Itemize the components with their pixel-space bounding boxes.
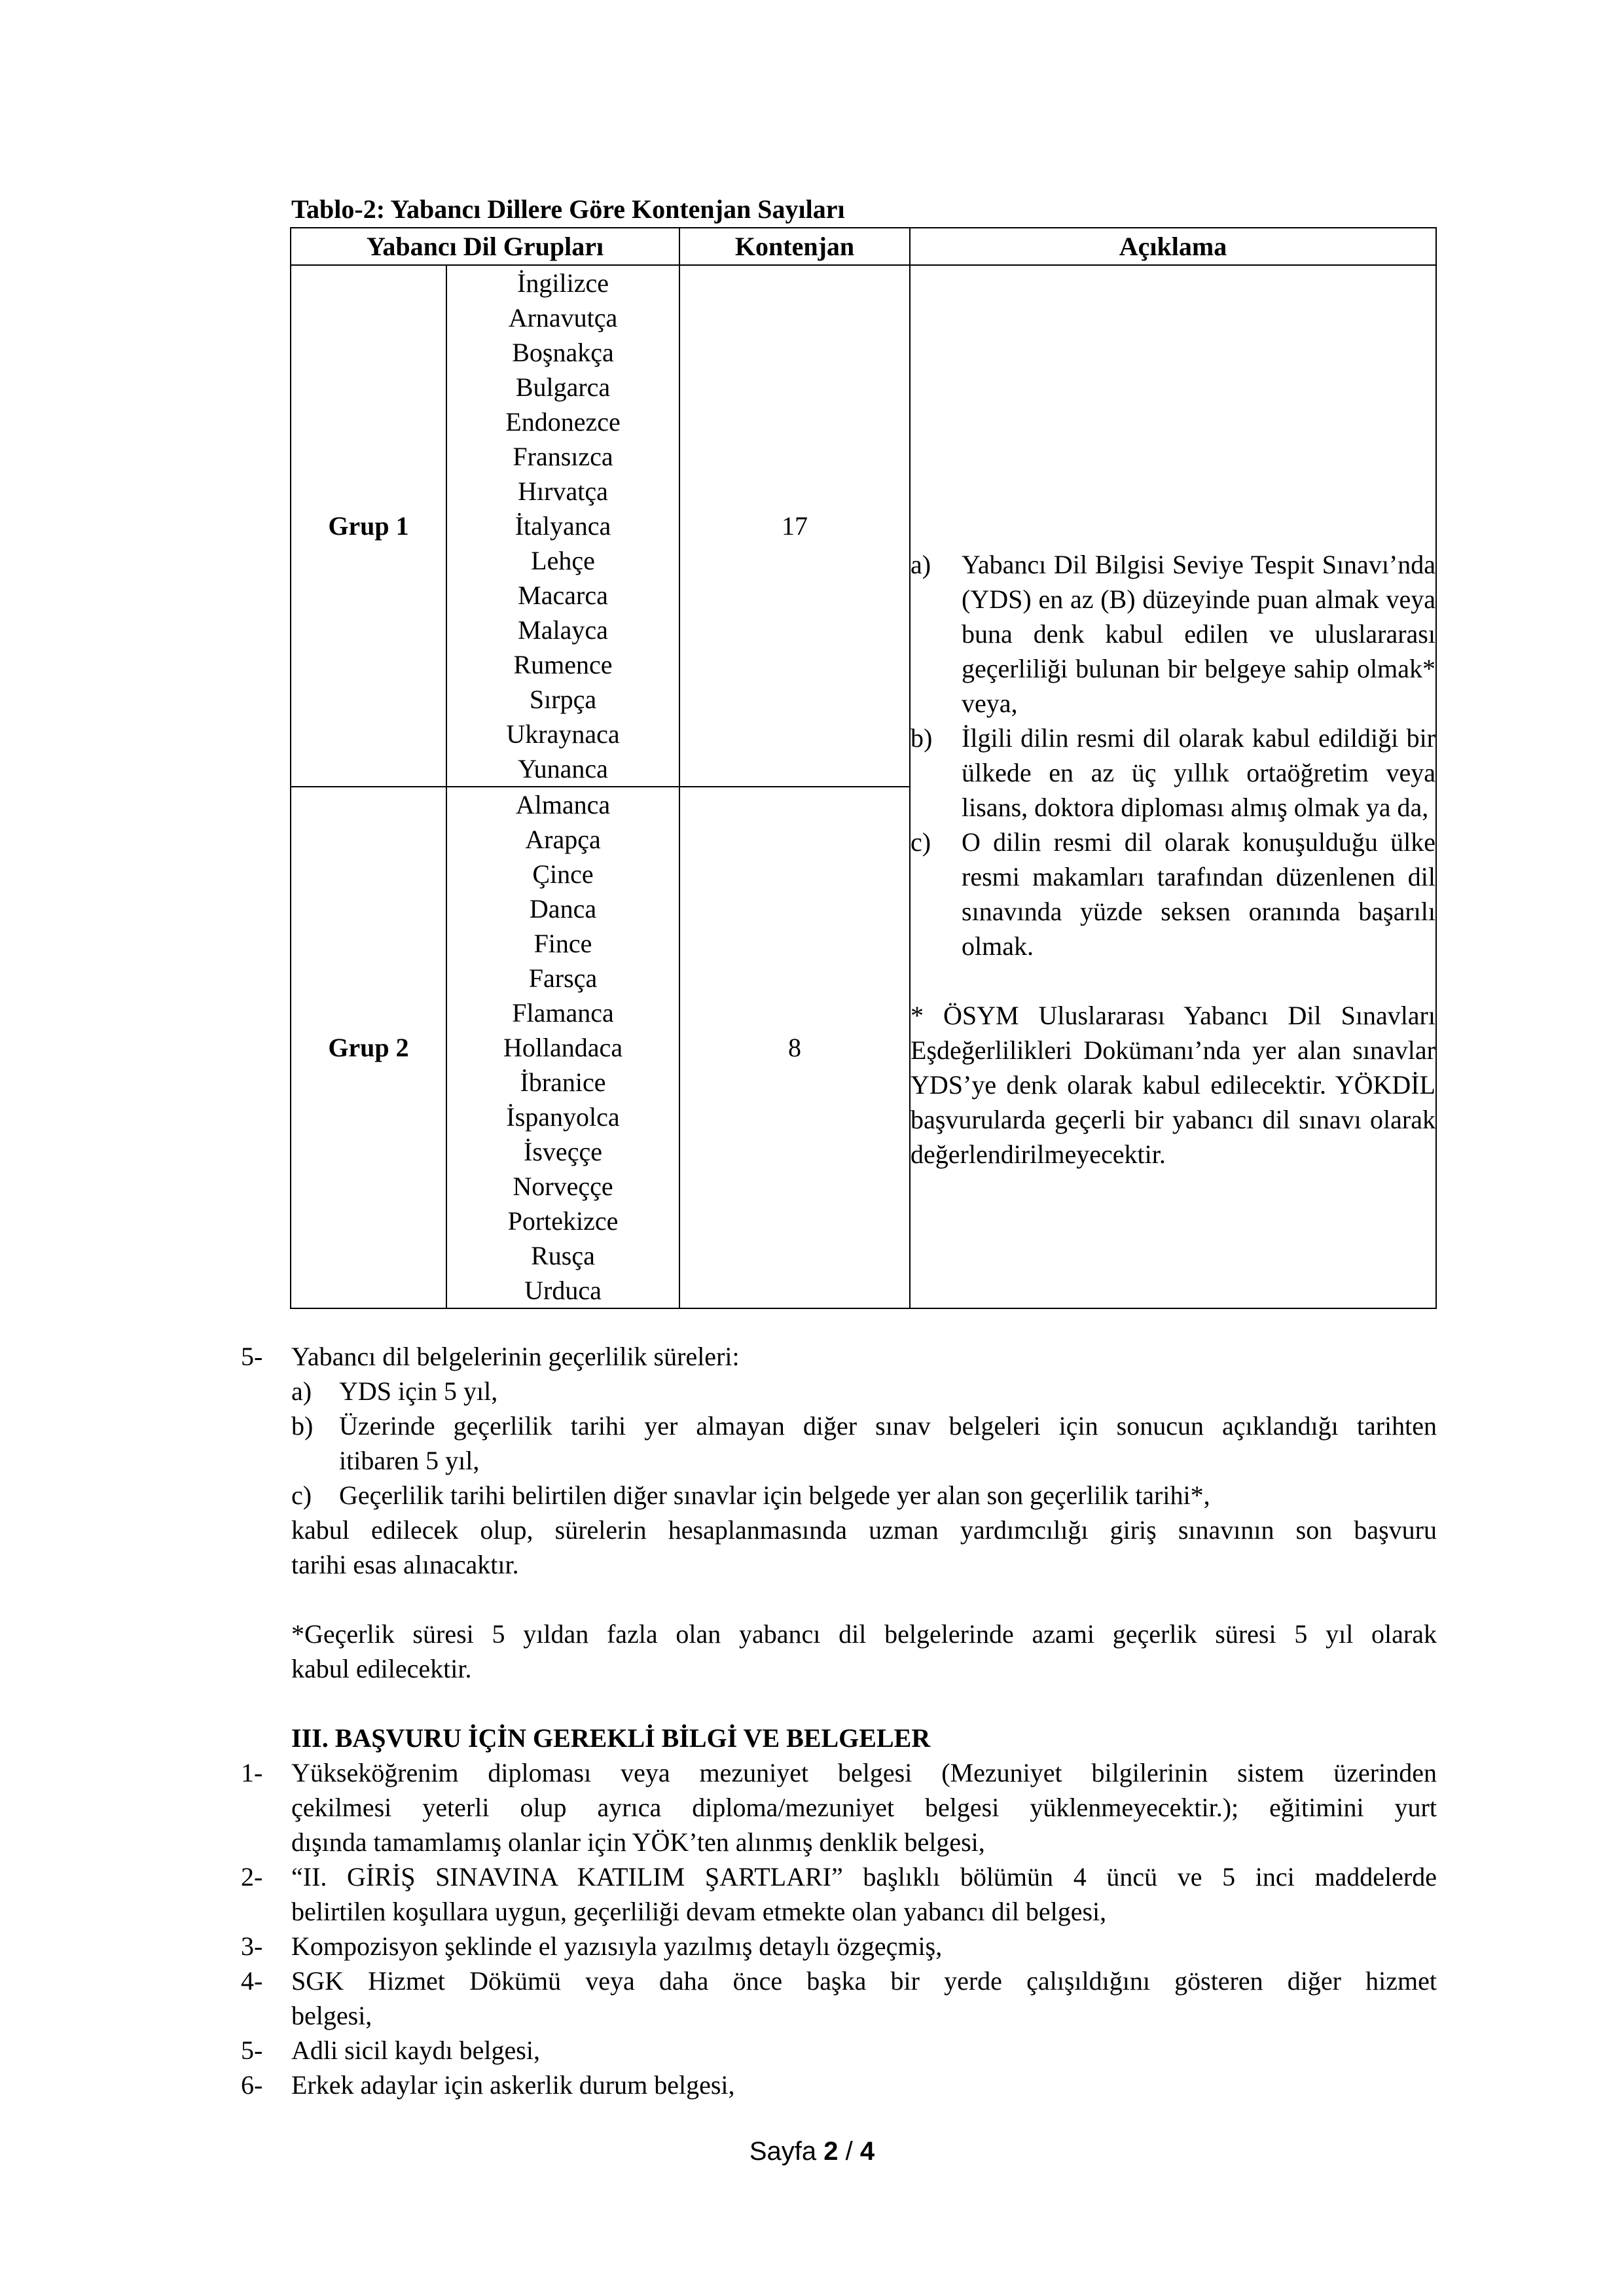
validity-continuation: tarihi esas alınacaktır. xyxy=(291,1550,519,1579)
explanation-item-b xyxy=(911,721,1435,825)
explanation-footnote: * ÖSYM Uluslararası Yabancı Dil Sınavları Eşdeğerlilikleri Dokümanı’nda yer alan sınavlar YDS’ye denk olarak kabul edilecektir. YÖKDİL başvurularda geçerli bir yabancı dil sınavı olarak değerlendirilmeyecektir. xyxy=(911,1001,1435,1169)
page-separator: / xyxy=(845,2137,853,2166)
document-item-line: “II. GİRİŞ SINAVINA KATILIM ŞARTLARI” başlıklı bölümün 4 üncü ve 5 inci maddelerde xyxy=(291,1862,1437,1892)
language-item: Farsça xyxy=(528,963,598,993)
total-pages: 4 xyxy=(859,2137,875,2166)
explanation-marker: b) xyxy=(911,723,933,753)
table-caption: Tablo-2: Yabancı Dillere Göre Kontenjan Sayıları xyxy=(291,194,845,224)
explanation-text: İlgili dilin resmi dil olarak kabul edildiği bir ülkede en az üç yıllık ortaöğretim veya lisans, doktora diploması almış olmak ya da, xyxy=(962,723,1435,822)
validity-b-line: itibaren 5 yıl, xyxy=(339,1446,480,1475)
list-number: 5- xyxy=(241,2036,263,2065)
validity-continuation: kabul edilecek olup, sürelerin hesaplanmasında uzman yardımcılığı giriş sınavının son başvuru xyxy=(291,1515,1437,1545)
language-item: Danca xyxy=(529,894,597,924)
group-1-name: Grup 1 xyxy=(291,265,446,787)
header-explanation: Açıklama xyxy=(910,228,1436,265)
validity-b-line: Üzerinde geçerlilik tarihi yer almayan diğer sınav belgeleri için sonucun açıklandığı tarihten xyxy=(339,1411,1437,1441)
group-2-quota: 8 xyxy=(679,787,910,1308)
validity-a-marker: a) xyxy=(291,1376,312,1406)
document-item-line: Yükseköğrenim diploması veya mezuniyet belgesi (Mezuniyet bilgilerinin sistem üzerinden xyxy=(291,1758,1437,1787)
validity-c-text: Geçerlilik tarihi belirtilen diğer sınavlar için belgede yer alan son geçerlilik tarihi*, xyxy=(339,1480,1210,1510)
document-item-line: belirtilen koşullara uygun, geçerliliği devam etmekte olan yabancı dil belgesi, xyxy=(291,1897,1107,1926)
validity-a-text: YDS için 5 yıl, xyxy=(339,1376,498,1406)
document-item-line: belgesi, xyxy=(291,2001,372,2030)
header-language-groups: Yabancı Dil Grupları xyxy=(291,228,679,265)
language-item: Boşnakça xyxy=(512,338,614,367)
group-2-name: Grup 2 xyxy=(291,787,446,1308)
language-item: Rumence xyxy=(513,650,613,679)
explanation-marker: c) xyxy=(911,827,931,857)
language-item: Urduca xyxy=(524,1276,602,1305)
language-item: Fince xyxy=(533,929,592,958)
document-item-line: Adli sicil kaydı belgesi, xyxy=(291,2036,540,2065)
language-item: Fransızca xyxy=(513,442,613,471)
group-2-languages xyxy=(446,787,679,1308)
language-item: Almanca xyxy=(515,790,611,819)
validity-b-marker: b) xyxy=(291,1411,314,1441)
page-footer xyxy=(0,2135,1624,2168)
language-item: Rusça xyxy=(531,1241,595,1270)
language-item: Hırvatça xyxy=(518,476,608,506)
validity-title: Yabancı dil belgelerinin geçerlilik süreleri: xyxy=(291,1342,740,1371)
list-number: 3- xyxy=(241,1931,263,1961)
validity-note: kabul edilecektir. xyxy=(291,1654,472,1683)
language-item: Portekizce xyxy=(507,1206,619,1236)
language-item: Hollandaca xyxy=(503,1033,623,1062)
language-item: Arapça xyxy=(525,825,601,854)
language-item: Bulgarca xyxy=(515,372,611,402)
language-item: İngilizce xyxy=(517,268,609,298)
document-item-line: Erkek adaylar için askerlik durum belgesi, xyxy=(291,2070,735,2100)
language-item: Arnavutça xyxy=(508,303,618,332)
list-number: 1- xyxy=(241,1758,263,1787)
header-quota: Kontenjan xyxy=(679,228,910,265)
language-item: Malayca xyxy=(518,615,608,645)
validity-c-marker: c) xyxy=(291,1480,312,1510)
explanation-item-a xyxy=(911,547,1435,721)
list-number: 2- xyxy=(241,1862,263,1892)
page-label: Sayfa xyxy=(749,2137,817,2166)
language-item: Sırpça xyxy=(529,685,597,714)
current-page-number: 2 xyxy=(823,2137,839,2166)
language-quota-table xyxy=(290,227,1437,1309)
language-item: Norveççe xyxy=(513,1172,613,1201)
group-1-quota: 17 xyxy=(679,265,910,787)
explanation-item-c xyxy=(911,825,1435,963)
language-item: Flamanca xyxy=(512,998,614,1028)
language-item: Yunanca xyxy=(518,754,608,783)
explanation-marker: a) xyxy=(911,550,931,579)
language-item: İbranice xyxy=(520,1067,606,1097)
language-item: İspanyolca xyxy=(506,1102,620,1132)
table-header-row xyxy=(291,228,1436,265)
language-item: Macarca xyxy=(518,581,608,610)
table-row-group-1 xyxy=(291,265,1436,787)
validity-note: *Geçerlik süresi 5 yıldan fazla olan yabancı dil belgelerinde azami geçerlik süresi 5 yıl olarak xyxy=(291,1619,1437,1649)
list-number: 4- xyxy=(241,1966,263,1996)
document-item-line: çekilmesi yeterli olup ayrıca diploma/mezuniyet belgesi yüklenmeyecektir.); eğitimini yurt xyxy=(291,1793,1437,1822)
language-item: Lehçe xyxy=(531,546,595,575)
language-item: Endonezce xyxy=(505,407,621,437)
explanation-cell xyxy=(910,265,1436,1308)
language-item: Ukraynaca xyxy=(506,719,620,749)
document-item-line: Kompozisyon şeklinde el yazısıyla yazılmış detaylı özgeçmiş, xyxy=(291,1931,943,1961)
list-number: 6- xyxy=(241,2070,263,2100)
language-item: Çince xyxy=(532,859,594,889)
document-item-line: SGK Hizmet Dökümü veya daha önce başka bir yerde çalışıldığını gösteren diğer hizmet xyxy=(291,1966,1437,1996)
language-item: İtalyanca xyxy=(514,511,611,541)
document-item-line: dışında tamamlamış olanlar için YÖK’ten alınmış denklik belgesi, xyxy=(291,1827,985,1857)
section-heading: III. BAŞVURU İÇİN GEREKLİ BİLGİ VE BELGELER xyxy=(291,1723,931,1753)
explanation-text: Yabancı Dil Bilgisi Seviye Tespit Sınavı’nda (YDS) en az (B) düzeyinde puan almak veya buna denk kabul edilen ve uluslararası geçerliliği bulunan bir belgeye sahip olmak* veya, xyxy=(962,550,1435,718)
explanation-text: O dilin resmi dil olarak konuşulduğu ülke resmi makamları tarafından düzenlenen dil sınavında yüzde seksen oranında başarılı olmak. xyxy=(962,827,1435,961)
explanation-list xyxy=(911,547,1435,963)
list-number: 5- xyxy=(241,1342,263,1371)
language-item: İsveççe xyxy=(524,1137,602,1166)
group-1-languages xyxy=(446,265,679,787)
